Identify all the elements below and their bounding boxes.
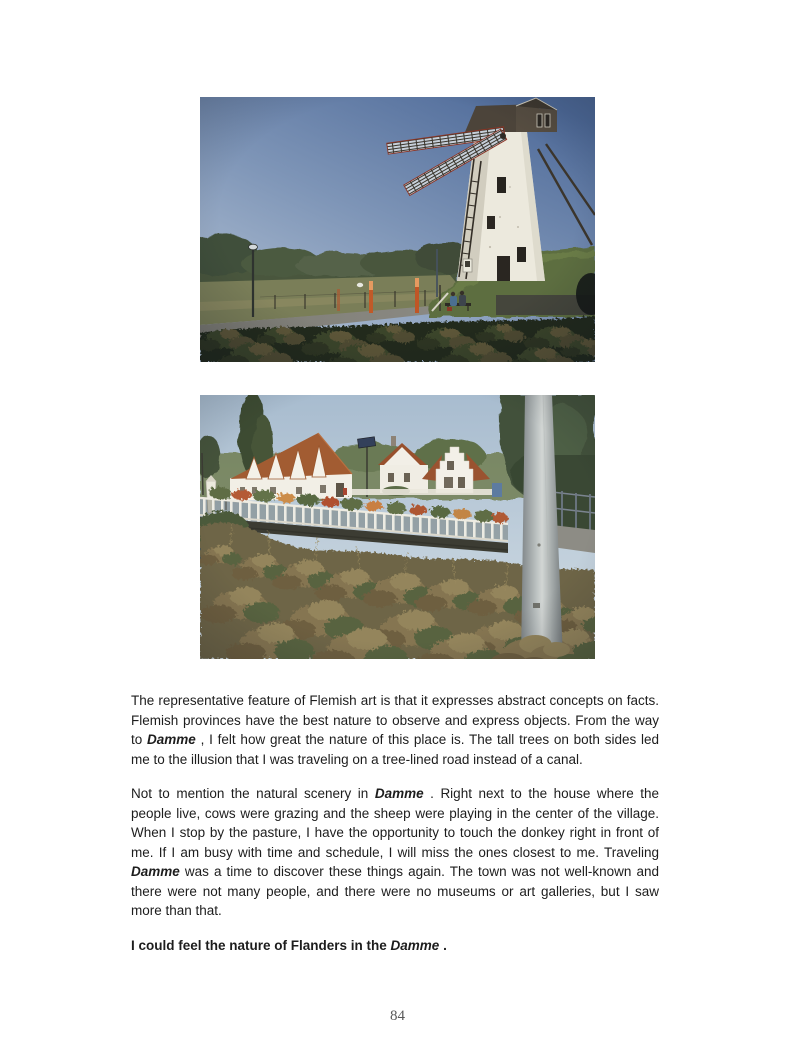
article-text [131, 691, 659, 955]
damme-emphasis: Damme [374, 786, 424, 801]
page-number: 84 [390, 1008, 405, 1024]
text-run: I could feel the nature of Flanders in the [131, 937, 391, 953]
text-run: The representative feature of Flemish art is that it expresses abstract concepts on facts. Flemish provinces have the best nature to observe and express objects. From the way to [131, 693, 659, 747]
damme-emphasis: Damme [147, 732, 196, 747]
text-run: . Right next to the house where the people live, cows were grazing and the sheep were playing in the center of the village. When I stop by the pasture, I have the opportunity to touch the donkey right in front of me. If I am busy with time and schedule, I will miss the ones closest to me. Traveling [131, 786, 659, 860]
text-run: was a time to discover these things again. The town was not well-known and there were not many people, and there were no museums or art galleries, but I saw more than that. [131, 864, 659, 918]
paragraph-natural-scenery [131, 784, 659, 921]
text-run: Not to mention the natural scenery in [131, 786, 375, 801]
vignette [200, 97, 595, 362]
paragraph-closing [131, 936, 659, 956]
damme-emphasis: Damme [131, 864, 180, 879]
bridge-photo [200, 395, 595, 659]
text-run: , I felt how great the nature of this place is. The tall trees on both sides led me to the illusion that I was traveling on a tree-lined road instead of a canal. [131, 732, 659, 767]
damme-emphasis: Damme [390, 937, 440, 953]
vignette [200, 395, 595, 659]
text-run: . [439, 937, 447, 953]
paragraph-flemish-art [131, 691, 659, 769]
windmill-photo [200, 97, 595, 362]
